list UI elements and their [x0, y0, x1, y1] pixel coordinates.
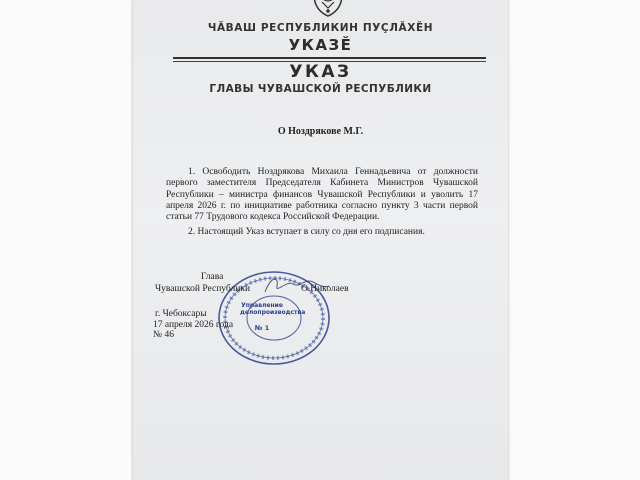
issue-date: 17 апреля 2026 года — [153, 320, 234, 330]
header-russian-subtitle: ГЛАВЫ ЧУВАШСКОЙ РЕСПУБЛИКИ — [209, 83, 432, 95]
header-russian-title: УКАЗ — [289, 62, 352, 82]
document-sheet — [133, 0, 508, 480]
signature-position-line2: Чувашской Республики — [155, 284, 251, 294]
header-chuvash-title: УКАЗӖ — [288, 36, 353, 54]
issue-place: г. Чебоксары — [155, 309, 207, 319]
emblem-icon — [311, 0, 345, 18]
background-right — [508, 0, 640, 480]
header-divider — [173, 57, 486, 59]
seal-center-text: Управление делопроизводства — [240, 302, 306, 316]
document-title: О Ноздрякове М.Г. — [277, 126, 364, 137]
paragraph-1: 1. Освободить Ноздрякова Михаила Геннадьевича от должности первого заместителя Председателя Кабинета Министров Чувашской Республики – министра финансов Чувашской Республики и уволить 17 апреля 2026 г. по инициативе работника согласно пункту 3 части первой статьи 77 Трудового кодекса Российской Федерации. — [166, 167, 478, 223]
header-chuvash-line: ЧӐВАШ РЕСПУБЛИКИН ПУҪЛӐХӖН — [207, 22, 434, 34]
paragraph-2: 2. Настоящий Указ вступает в силу со дня его подписания. — [188, 227, 425, 237]
seal-number: № 1 — [254, 324, 270, 332]
decree-number: № 46 — [153, 330, 174, 340]
signature-name: О.Николаев — [301, 284, 349, 294]
signature-position-line1: Глава — [201, 272, 224, 282]
background-left — [0, 0, 133, 480]
